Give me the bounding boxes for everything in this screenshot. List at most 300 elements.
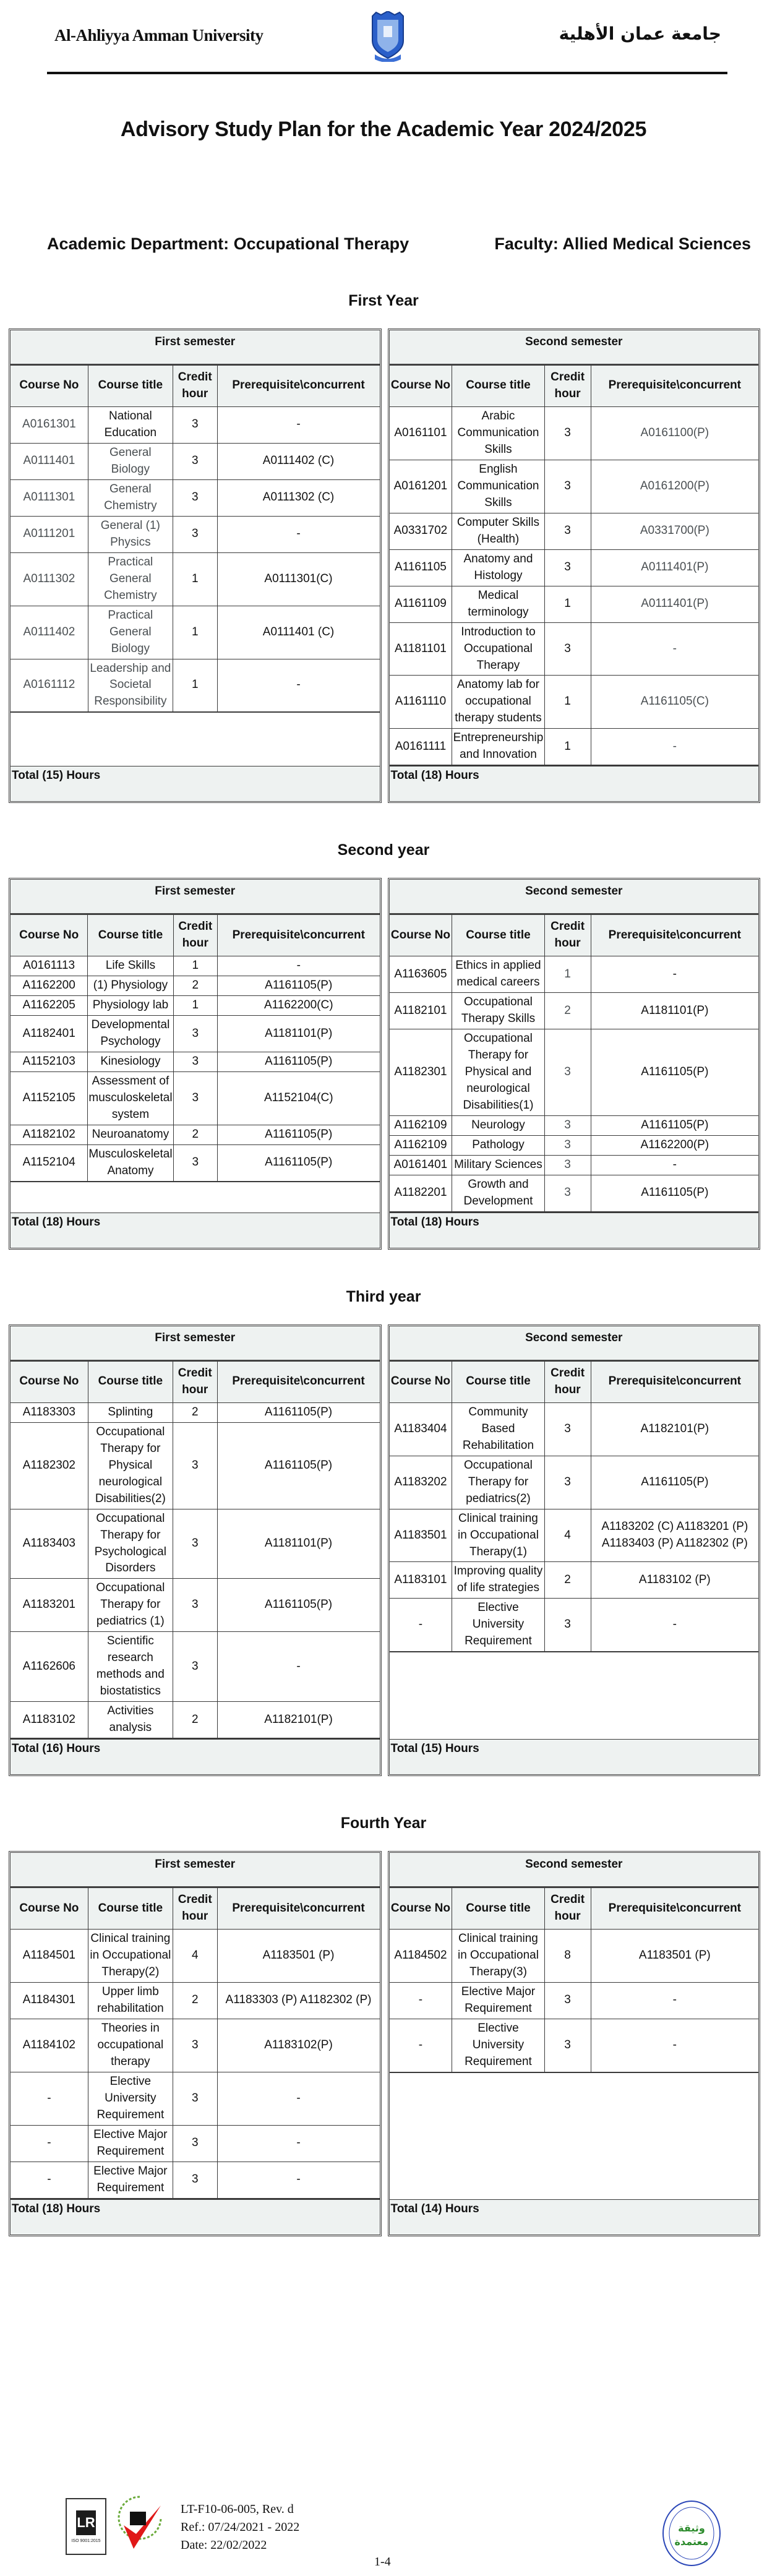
first-semester-table — [9, 328, 382, 803]
credit-hours: 4 — [173, 1930, 217, 1983]
course-number: A0111302 — [11, 552, 88, 606]
course-number: - — [11, 2072, 88, 2125]
column-header-course-title: Course title — [88, 915, 173, 956]
course-number: A0161112 — [11, 659, 88, 712]
semester-grid — [9, 328, 760, 803]
courses-table — [390, 1361, 759, 1652]
course-row — [390, 586, 759, 622]
course-number: A1184102 — [11, 2019, 88, 2072]
column-header-course-title: Course title — [88, 366, 173, 407]
course-row — [390, 513, 759, 549]
course-row — [390, 622, 759, 676]
prerequisite: - — [217, 2162, 379, 2198]
credit-hours: 3 — [544, 549, 591, 586]
course-title: General (1) Physics — [88, 516, 173, 552]
credit-hours: 3 — [173, 1509, 217, 1579]
course-number: A1183201 — [11, 1579, 88, 1632]
credit-hours: 3 — [173, 479, 217, 516]
total-hours: Total (18) Hours — [390, 1213, 759, 1248]
course-number: A1181101 — [390, 622, 452, 676]
year-title: Third year — [346, 1287, 421, 1305]
course-row — [390, 1983, 759, 2019]
total-hours: Total (18) Hours — [11, 1213, 380, 1248]
course-title: Elective University Requirement — [452, 1599, 544, 1652]
course-title: Developmental Psychology — [88, 1016, 173, 1052]
doc-code: LT-F10-06-005, Rev. d — [181, 2502, 294, 2516]
total-hours: Total (16) Hours — [11, 1739, 380, 1774]
column-header-credit-hour: Credit hour — [544, 1888, 591, 1930]
course-number: A0111402 — [11, 606, 88, 659]
course-number: A0331702 — [390, 513, 452, 549]
empty-row — [390, 2072, 759, 2199]
course-title: General Chemistry — [88, 479, 173, 516]
course-title: English Communication Skills — [452, 460, 544, 513]
course-number: - — [11, 2162, 88, 2198]
course-title: Musculoskeletal Anatomy — [88, 1144, 173, 1181]
course-row — [11, 1702, 380, 1738]
course-row — [11, 2072, 380, 2125]
faculty-label: Faculty: Allied Medical Sciences — [494, 234, 751, 253]
course-row — [390, 1456, 759, 1509]
column-header-prereq: Prerequisite\concurrent — [591, 1888, 758, 1930]
course-title: Elective Major Requirement — [88, 2125, 173, 2162]
prerequisite: - — [217, 2072, 379, 2125]
course-row — [390, 1135, 759, 1155]
prerequisite: A0111301(C) — [217, 552, 379, 606]
courses-table — [11, 365, 380, 712]
credit-hours: 3 — [544, 1115, 591, 1135]
course-row — [390, 549, 759, 586]
credit-hours: 3 — [544, 622, 591, 676]
course-row — [11, 2019, 380, 2072]
prerequisite: A1181101(P) — [217, 1509, 379, 1579]
course-row — [11, 659, 380, 712]
course-number: A1161110 — [390, 676, 452, 729]
prerequisite: - — [591, 622, 758, 676]
course-title: Theories in occupational therapy — [88, 2019, 173, 2072]
credit-hours: 3 — [544, 1456, 591, 1509]
course-title: Elective University Requirement — [88, 2072, 173, 2125]
course-row — [11, 2125, 380, 2162]
course-title: Clinical training in Occupational Therapy(3) — [452, 1930, 544, 1983]
credit-hours: 3 — [544, 460, 591, 513]
credit-hours: 2 — [173, 976, 217, 996]
course-row — [390, 1175, 759, 1211]
credit-hours: 8 — [544, 1930, 591, 1983]
credit-hours: 3 — [173, 2125, 217, 2162]
semester-title: Second semester — [390, 1326, 759, 1361]
credit-hours: 2 — [173, 1125, 217, 1144]
course-number: A0161101 — [390, 406, 452, 460]
prerequisite: A0331700(P) — [591, 513, 758, 549]
course-number: - — [11, 2125, 88, 2162]
credit-hours: 3 — [173, 406, 217, 443]
course-title: Medical terminology — [452, 586, 544, 622]
semester-title: Second semester — [390, 880, 759, 914]
course-number: A1182201 — [390, 1175, 452, 1211]
university-crest-icon — [369, 11, 407, 62]
prerequisite: A0111302 (C) — [217, 479, 379, 516]
column-header-prereq: Prerequisite\concurrent — [217, 915, 379, 956]
credit-hours: 2 — [173, 1983, 217, 2019]
prerequisite: A1161105(P) — [591, 1456, 758, 1509]
course-title: Elective Major Requirement — [88, 2162, 173, 2198]
doc-date: Date: 22/02/2022 — [181, 2538, 267, 2552]
column-header-course-no: Course No — [390, 1361, 452, 1402]
prerequisite: A1183501 (P) — [591, 1930, 758, 1983]
prerequisite: - — [591, 1599, 758, 1652]
courses-table — [11, 1361, 380, 1738]
column-header-course-no: Course No — [11, 366, 88, 407]
semester-title: Second semester — [390, 1853, 759, 1887]
course-row — [11, 479, 380, 516]
year-section — [0, 841, 767, 1250]
department-label: Academic Department: Occupational Therapy — [47, 234, 409, 253]
credit-hours: 1 — [544, 676, 591, 729]
credit-hours: 1 — [173, 996, 217, 1016]
credit-hours: 3 — [544, 1402, 591, 1456]
prerequisite: A0111401(P) — [591, 549, 758, 586]
credit-hours: 2 — [544, 993, 591, 1029]
credit-hours: 1 — [544, 586, 591, 622]
total-hours: Total (14) Hours — [390, 2199, 759, 2235]
course-row — [390, 1930, 759, 1983]
study-plan-years — [0, 292, 767, 2236]
letterhead — [47, 0, 727, 74]
prerequisite: A0111402 (C) — [217, 443, 379, 479]
column-header-course-title: Course title — [452, 1888, 544, 1930]
course-row — [11, 1016, 380, 1052]
course-title: Arabic Communication Skills — [452, 406, 544, 460]
course-title: Occupational Therapy for pediatrics (1) — [88, 1579, 173, 1632]
semester-title: First semester — [11, 880, 380, 914]
second-semester-table — [388, 328, 761, 803]
prerequisite: A1161105(P) — [217, 1402, 379, 1422]
course-row — [390, 676, 759, 729]
course-number: A1182301 — [390, 1029, 452, 1116]
prerequisite: A1152104(C) — [217, 1072, 379, 1125]
course-row — [11, 443, 380, 479]
column-header-credit-hour: Credit hour — [544, 366, 591, 407]
semester-title: First semester — [11, 330, 380, 365]
column-header-prereq: Prerequisite\concurrent — [591, 366, 758, 407]
course-title: Computer Skills (Health) — [452, 513, 544, 549]
course-row — [390, 993, 759, 1029]
course-row — [11, 996, 380, 1016]
course-title: Upper limb rehabilitation — [88, 1983, 173, 2019]
course-row — [11, 2162, 380, 2198]
course-row — [390, 1599, 759, 1652]
course-title: General Biology — [88, 443, 173, 479]
prerequisite: A1162200(P) — [591, 1135, 758, 1155]
credit-hours: 3 — [173, 1632, 217, 1702]
prerequisite: - — [217, 406, 379, 443]
course-number: A0161201 — [390, 460, 452, 513]
year-section — [0, 292, 767, 803]
prerequisite: A1183501 (P) — [217, 1930, 379, 1983]
course-number: A0161301 — [11, 406, 88, 443]
column-header-credit-hour: Credit hour — [544, 915, 591, 956]
course-title: Entrepreneurship and Innovation — [452, 729, 544, 765]
column-header-prereq: Prerequisite\concurrent — [217, 1888, 379, 1930]
credit-hours: 3 — [544, 1175, 591, 1211]
second-semester-table — [388, 1324, 761, 1776]
department-faculty-row — [47, 234, 751, 254]
course-row — [11, 1632, 380, 1702]
courses-table — [11, 1887, 380, 2198]
prerequisite: A1161105(P) — [217, 1052, 379, 1072]
course-title: Growth and Development — [452, 1175, 544, 1211]
column-header-credit-hour: Credit hour — [173, 366, 217, 407]
courses-table — [390, 365, 759, 765]
course-row — [11, 1930, 380, 1983]
credit-hours: 2 — [173, 1402, 217, 1422]
course-row — [390, 956, 759, 993]
credit-hours: 3 — [173, 443, 217, 479]
prerequisite: - — [217, 956, 379, 976]
course-row — [390, 1562, 759, 1599]
credit-hours: 3 — [544, 1029, 591, 1116]
course-title: Leadership and Societal Responsibility — [88, 659, 173, 712]
prerequisite: - — [591, 2019, 758, 2072]
course-row — [11, 1983, 380, 2019]
course-number: A1162200 — [11, 976, 88, 996]
course-number: A1182101 — [390, 993, 452, 1029]
credit-hours: 1 — [173, 552, 217, 606]
prerequisite: A1162200(C) — [217, 996, 379, 1016]
course-number: A1163605 — [390, 956, 452, 993]
course-number: A1182102 — [11, 1125, 88, 1144]
credit-hours: 1 — [173, 956, 217, 976]
credit-hours: 3 — [173, 1016, 217, 1052]
course-row — [11, 956, 380, 976]
course-number: A1183403 — [11, 1509, 88, 1579]
empty-row — [11, 712, 380, 766]
column-header-course-title: Course title — [452, 915, 544, 956]
year-title: Fourth Year — [340, 1814, 427, 1832]
course-title: Assessment of musculoskeletal system — [88, 1072, 173, 1125]
prerequisite: A1161105(P) — [217, 976, 379, 996]
prerequisite: A1161105(P) — [591, 1029, 758, 1116]
course-row — [11, 1144, 380, 1181]
credit-hours: 1 — [544, 729, 591, 765]
course-title: Introduction to Occupational Therapy — [452, 622, 544, 676]
column-header-prereq: Prerequisite\concurrent — [591, 915, 758, 956]
prerequisite: - — [591, 1983, 758, 2019]
course-row — [11, 1402, 380, 1422]
course-title: (1) Physiology — [88, 976, 173, 996]
column-header-course-no: Course No — [390, 915, 452, 956]
course-title: Neurology — [452, 1115, 544, 1135]
year-section — [0, 1814, 767, 2236]
course-number: A1183202 — [390, 1456, 452, 1509]
course-row — [11, 1579, 380, 1632]
total-hours: Total (15) Hours — [11, 766, 380, 801]
course-row — [390, 1509, 759, 1562]
course-row — [11, 406, 380, 443]
credit-hours: 3 — [544, 1983, 591, 2019]
credit-hours: 3 — [173, 1422, 217, 1509]
prerequisite: A1161105(P) — [217, 1125, 379, 1144]
column-header-course-no: Course No — [390, 366, 452, 407]
course-title: Elective University Requirement — [452, 2019, 544, 2072]
credit-hours: 3 — [544, 1135, 591, 1155]
column-header-course-no: Course No — [11, 915, 88, 956]
course-title: Practical General Biology — [88, 606, 173, 659]
credit-hours: 4 — [544, 1509, 591, 1562]
course-title: Kinesiology — [88, 1052, 173, 1072]
course-number: A0161111 — [390, 729, 452, 765]
course-number: A1161109 — [390, 586, 452, 622]
course-title: Practical General Chemistry — [88, 552, 173, 606]
course-number: A1182401 — [11, 1016, 88, 1052]
prerequisite: - — [217, 659, 379, 712]
course-number: A1184301 — [11, 1983, 88, 2019]
svg-text:معتمدة: معتمدة — [674, 2536, 709, 2548]
prerequisite: A1161105(P) — [217, 1422, 379, 1509]
course-title: Anatomy and Histology — [452, 549, 544, 586]
course-number: A1183102 — [11, 1702, 88, 1738]
column-header-course-title: Course title — [88, 1888, 173, 1930]
column-header-course-no: Course No — [11, 1361, 88, 1402]
iso-certified-badge-icon: LR ISO 9001:2015 — [66, 2498, 106, 2555]
prerequisite: A1183102 (P) — [591, 1562, 758, 1599]
course-row — [11, 1125, 380, 1144]
course-title: Military Sciences — [452, 1155, 544, 1175]
credit-hours: 1 — [173, 659, 217, 712]
column-header-credit-hour: Credit hour — [173, 915, 217, 956]
semester-grid — [9, 1851, 760, 2236]
course-number: A1152105 — [11, 1072, 88, 1125]
course-row — [11, 1422, 380, 1509]
second-semester-table — [388, 878, 761, 1250]
university-name-en: Al-Ahliyya Amman University — [54, 26, 264, 45]
first-semester-table — [9, 1324, 382, 1776]
prerequisite: A1181101(P) — [591, 993, 758, 1029]
course-title: Occupational Therapy for Physical and neurological Disabilities(1) — [452, 1029, 544, 1116]
page-number: 1-4 — [374, 2555, 391, 2569]
course-number: A1162205 — [11, 996, 88, 1016]
course-number: A0111201 — [11, 516, 88, 552]
course-row — [11, 552, 380, 606]
courses-table — [390, 1887, 759, 2072]
total-hours: Total (15) Hours — [390, 1739, 759, 1774]
course-title: Clinical training in Occupational Therapy(2) — [88, 1930, 173, 1983]
credit-hours: 2 — [173, 1702, 217, 1738]
course-title: Splinting — [88, 1402, 173, 1422]
prerequisite: A1161105(P) — [591, 1115, 758, 1135]
credit-hours: 3 — [544, 1599, 591, 1652]
column-header-credit-hour: Credit hour — [544, 1361, 591, 1402]
prerequisite: - — [217, 2125, 379, 2162]
course-title: Life Skills — [88, 956, 173, 976]
document-meta — [181, 2501, 299, 2554]
course-title: Pathology — [452, 1135, 544, 1155]
semester-title: Second semester — [390, 330, 759, 365]
course-title: Neuroanatomy — [88, 1125, 173, 1144]
courses-table — [11, 914, 380, 1182]
column-header-course-no: Course No — [11, 1888, 88, 1930]
course-row — [11, 1509, 380, 1579]
column-header-course-no: Course No — [390, 1888, 452, 1930]
column-header-course-title: Course title — [452, 366, 544, 407]
year-title: First Year — [348, 292, 419, 309]
course-number: A1162606 — [11, 1632, 88, 1702]
course-title: Elective Major Requirement — [452, 1983, 544, 2019]
semester-grid — [9, 878, 760, 1250]
credit-hours: 1 — [173, 606, 217, 659]
column-header-course-title: Course title — [452, 1361, 544, 1402]
course-row — [11, 606, 380, 659]
course-number: A1152103 — [11, 1052, 88, 1072]
column-header-prereq: Prerequisite\concurrent — [591, 1361, 758, 1402]
prerequisite: A0111401(P) — [591, 586, 758, 622]
course-number: - — [390, 1983, 452, 2019]
course-number: A0111301 — [11, 479, 88, 516]
column-header-prereq: Prerequisite\concurrent — [217, 1361, 379, 1402]
course-row — [390, 460, 759, 513]
course-row — [390, 406, 759, 460]
course-number: A1183501 — [390, 1509, 452, 1562]
course-number: A1183101 — [390, 1562, 452, 1599]
prerequisite: - — [591, 956, 758, 993]
prerequisite: A1183202 (C) A1183201 (P) A1183403 (P) A1182302 (P) — [591, 1509, 758, 1562]
year-title: Second year — [337, 841, 430, 859]
course-title: Clinical training in Occupational Therapy(1) — [452, 1509, 544, 1562]
course-title: Occupational Therapy for pediatrics(2) — [452, 1456, 544, 1509]
year-section — [0, 1288, 767, 1776]
prerequisite: - — [217, 516, 379, 552]
course-row — [390, 1402, 759, 1456]
credit-hours: 3 — [544, 2019, 591, 2072]
prerequisite: A1161105(P) — [217, 1144, 379, 1181]
course-row — [11, 516, 380, 552]
course-number: A1162109 — [390, 1135, 452, 1155]
prerequisite: - — [591, 1155, 758, 1175]
iso-standard-label: ISO 9001:2015 — [71, 2538, 101, 2543]
course-number: A1161105 — [390, 549, 452, 586]
semester-title: First semester — [11, 1853, 380, 1887]
credit-hours: 3 — [544, 513, 591, 549]
credit-hours: 3 — [173, 516, 217, 552]
first-semester-table — [9, 878, 382, 1250]
university-name-ar: جامعة عمان الأهلية — [559, 24, 721, 44]
course-number: A0161401 — [390, 1155, 452, 1175]
empty-row — [390, 1652, 759, 1739]
prerequisite: A1183102(P) — [217, 2019, 379, 2072]
prerequisite: A1182101(P) — [591, 1402, 758, 1456]
prerequisite: A0161100(P) — [591, 406, 758, 460]
course-number: A1182302 — [11, 1422, 88, 1509]
empty-row — [11, 1182, 380, 1213]
page-footer — [0, 2481, 767, 2576]
course-number: A1183303 — [11, 1402, 88, 1422]
course-title: Community Based Rehabilitation — [452, 1402, 544, 1456]
course-number: - — [390, 2019, 452, 2072]
credit-hours: 3 — [173, 2072, 217, 2125]
total-hours: Total (18) Hours — [390, 766, 759, 801]
course-row — [390, 2019, 759, 2072]
course-row — [390, 729, 759, 765]
quality-assurance-logo-icon — [115, 2493, 165, 2555]
column-header-prereq: Prerequisite\concurrent — [217, 366, 379, 407]
course-row — [11, 1052, 380, 1072]
course-title: Scientific research methods and biostatistics — [88, 1632, 173, 1702]
semester-grid — [9, 1324, 760, 1776]
prerequisite: - — [591, 729, 758, 765]
course-title: Activities analysis — [88, 1702, 173, 1738]
course-number: A1184501 — [11, 1930, 88, 1983]
